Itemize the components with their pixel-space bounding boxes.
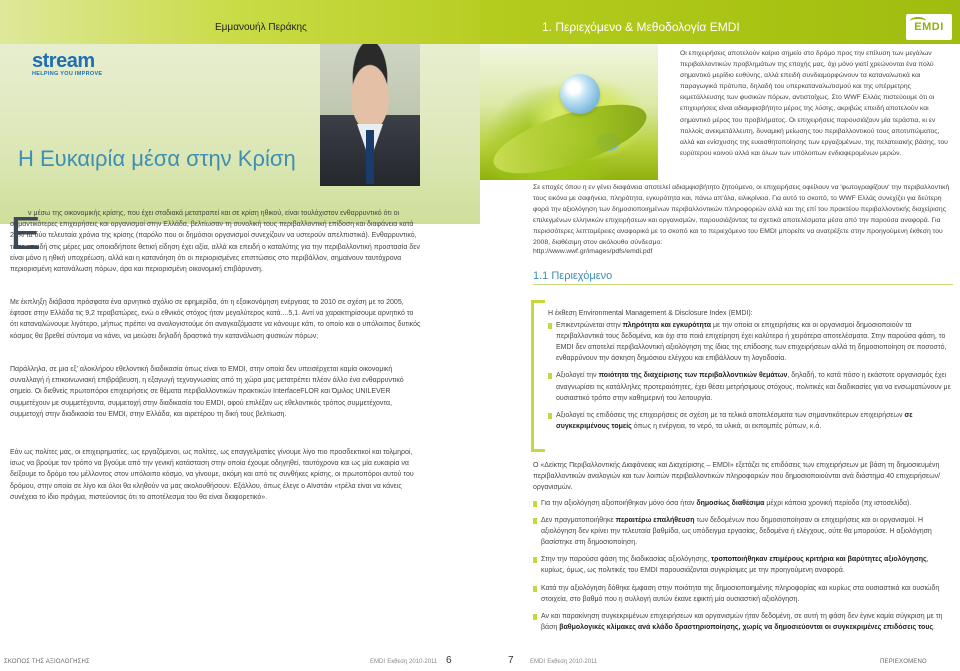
- water-drop: [560, 74, 600, 114]
- right-page-title: 1. Περιεχόμενο & Μεθοδολογία EMDI: [542, 20, 740, 34]
- right-page-number: 7: [508, 655, 514, 666]
- subsection-divider: [533, 284, 953, 285]
- water-drop-leaf-photo: [480, 44, 658, 180]
- list-item: Στην την παρούσα φάση της διαδικασίας αξιολόγησης, τροποποιήθηκαν επιμέρους κριτήρια και βαρύτητες αξιολόγησης, κυρίως, όμως, ως πολιτικές του EMDI παρουσιάζονται συγκρίσιμες με την προηγούμενη αναφορά.: [533, 554, 953, 576]
- stream-logo-word: stream: [32, 50, 95, 72]
- emdi-swoosh-icon: [910, 17, 926, 25]
- right-footer-doc: EMDI Έκθεση 2010-2011: [530, 659, 598, 665]
- right-intro-paragraph-2: Σε εποχές όπου η εν γένει διαφάνεια αποτελεί αδιαμφισβήτητο ζητούμενο, οι επιχειρήσεις οφείλουν να 'φωτογραφίζουν' την περιβαλλοντική τους εικόνα με σαφήνεια, πληρότητα, εγκυρότητα και, πάνω απ'όλα, ειλικρίνεια. Για αυτό το σκοπό, το WWF Ελλάς συνεχίζει για δεύτερη φορά την αξιολόγηση των δημοσιοποιημένων περιβαλλοντικών πληροφοριών αλλά και της επί του πρακτέου περιβαλλοντικής διαχείρισης επιλεγμένων ελληνικών επιχειρήσεων και οργανισμών, παρουσιάζοντας τα σχετικά αποτελέσματα μέσα από την παρούσα αναφορά. Για περισσότερες λεπτομέρειες αναφορικά με το σκοπό και το περιεχόμενο του EMDI μπορείτε να ανατρέξετε στην προηγούμενη έκθεση του 2008, διαθέσιμη στον ακόλουθο σύνδεσμο:: [533, 184, 950, 247]
- after-box-paragraph: Ο «Δείκτης Περιβαλλοντικής Διαφάνειας και Διαχείρισης – EMDI» εξετάζει τις επιδόσεις των επιχειρήσεων με βάση τη δημοσιευμένη περιβαλλοντικών αναλογιών και των λοιπών περιβαλλοντικών πληροφοριών που δημοσιοποιούνται ανά διάστημα 40 επιχειρήσεων/οργανισμών.: [533, 462, 941, 492]
- emdi-logo: [906, 14, 952, 40]
- left-footer-doc: EMDI Έκθεση 2010-2011: [370, 659, 438, 665]
- right-footer-label: ΠΕΡΙΕΧΟΜΕΝΟ: [880, 659, 927, 665]
- right-intro-paragraph: Οι επιχειρήσεις αποτελούν καίριο σημείο στο δρόμο προς την επίλυση των μεγάλων περιβαλλοντικών προβλημάτων της εποχής μας, όχι μόνο γιατί χρεώνονται ένα πολύ σημαντικό μερίδιο ευθύνης, αλλά επειδή συνδιαμορφώνουν τα καταναλωτικά και παραγωγικά πρότυπα, δηλαδή του υπερκαταναλωτισμού και της υπέρμετρης εκμετάλλευσης των φυσικών πόρων, αντιστοίχως. Στο WWF Ελλάς πιστεύουμε ότι οι επιχειρήσεις είναι αδιαμφισβήτητο μέρος της λύσης, ακριβώς επειδή αποτελούν και σημαντικό μέρος του προβλήματος. Οι επιχειρήσεις παρουσιάζουν μία τεράστια, κι εν πολλοίς ανεκμετάλλευτη, δυναμική μείωσης του περιβαλλοντικού τους αποτυπώματος, αλλά και ενίσχυσης της ευαισθητοποίησης των εργαζομένων, της πελατειακής βάσης, του ευρύτερου κοινού αλλά και όλων των υπόλοιπων ενδιαφερομένων μερών.: [680, 50, 948, 157]
- paragraph-3: Παράλληλα, σε μια εξ' αλοκλήρου εθελοντική διαδικασία όπως είναι το EMDI, στην οποία δεν υπεισέρχεται καμία οικονομική συναλλαγή ή επικοινωνιακή επιβράβευση, η εξαγωγή τεχνογνωσίας από τη χώρα μας μετατρέπει πλέον άλλο ένα ενθαρρυντικό σημείο. Οι διεθνείς πρωτοπόροι επιχειρήσεις σε θέματα περιβαλλοντικών πρακτικών InterfaceFLOR και Όμιλος UNILEVER συμμετέχουν με συμμετέχοντα, συμμετοχή στην διαδικασία του EMDI, αφού επιλέξαν ως εθελοντικός τρόπος συμμετέχοντα, συμμετοχή στην διαδικασία του EMDI, στην Ελλάδα, και αιρετέρου τη δική τους βελτίωση.: [10, 366, 404, 418]
- paragraph-4: Εάν ως πολίτες μας, οι επιχειρηματίες, ως εργαζόμενοι, ως πολίτες, ως επαγγελματίες γίνουμε λίγο πιο προσδεκτικοί και τολμηροί, ίσως να βρούμε τον τρόπο να βγούμε από την γενική κατάσταση στην οποία έχουμε οδηγηθεί, ταυτόχρονα και ως μία ευκαιρία να δείξουμε το δρόμο του μέλλοντος στον υπόλοιπο κόσμο, να γίνουμε, ακόμη και από τις συνθήκες κρίσης, οι πρωτοπόροι αυτού του δρόμου, στην οποία σε λίγο και όλοι θα κληθούν να μας ακολουθήσουν. Εξάλλου, όπως έλεγε ο Αϊνστάιν «τρέλα είναι να κάνεις συνέχεια το ίδιο πράγμα, πιστεύοντας ότι το αποτέλεσμα του θα είναι διαφορετικό».: [10, 449, 414, 501]
- lead-paragraph: [10, 208, 422, 275]
- author-name: Εμμανουήλ Περάκης: [215, 22, 307, 33]
- emdi-logo-text: EMDI: [914, 21, 944, 33]
- box-bullet: Αξιολογεί τις επιδόσεις της επιχειρήσεις σε σχέση με τα τελικά αποτελέσματα των σημαντικότερων επιχειρήσεων σε συγκεκριμένους τομείς όπως η ενέργεια, το νερό, τα υλικά, οι εκπομπές ρύπων, κ.ά.: [548, 410, 953, 432]
- drop-cap: Ε: [10, 207, 41, 259]
- left-footer-label: ΣΚΟΠΟΣ ΤΗΣ ΑΞΙΟΛΟΓΗΣΗΣ: [4, 659, 90, 665]
- box-bullet: Επικεντρώνεται στην πληρότητα και εγκυρότητα με την οποία οι επιχειρήσεις και οι οργανισμοί δημοσιοποιούν τα περιβαλλοντικά τους δεδομένα, και όχι στο ποιά επιχείρηση έχει καλύτερα ή χειρότερα αποτελέσματα. Στην παρούσα φάση, το EMDI δεν αποτελεί περιβαλλοντική αξιολόγηση της ίδιας της επίδοσης των επιχειρήσεων αλλά τη δημοσιοποίηση σε ποσοστό, ενθαρρύνουν την άσκηση δημόσιου ελέγχου και επιβάλλουν τη λογοδοσία.: [548, 320, 953, 364]
- author-portrait: [320, 44, 420, 186]
- list-item: Αν και παρακίνηση συγκεκριμένων επιχειρήσεων και οργανισμών ήταν δεδομένη, σε αυτή τη φάση δεν έγινε καμία σύγκριση με τη βάση βαθμολογικές κλίμακες ανά κλάδο δραστηριοποίησης, χωρίς να δημοσιεύονται οι συγκεκριμένες επιδόσεις τους.: [533, 611, 953, 633]
- list-item: Κατά την αξιολόγηση δόθηκε έμφαση στην ποιότητα της δημοσιοποιημένης πληροφορίας και κυρίως στα ουσιαστικά και ουσιώδη στοιχεία, στο βαθμό που η συλλογή αυτών έκανε εφικτή μία ουσιαστική αξιολόγηση.: [533, 583, 953, 605]
- stream-logo-tagline: HELPING YOU IMPROVE: [32, 71, 103, 77]
- subsection-title: 1.1 Περιεχόμενο: [533, 270, 613, 282]
- box-bracket: [531, 300, 545, 452]
- paragraph-2: Με έκπληξη διάβασα πρόσφατα ένα αρνητικό σχόλιο σε εφημερίδα, ότι η εξοικονόμηση ενέργειας το 2010 σε σχέση με το 2005, έφτασε στην Ελλάδα τις 9,2 τεραβατώρες, ενώ ο εθνικός στόχος ήταν μεγαλύτερος κατά....5,1. Αντί να χαρακτηρίσουμε αρνητικό το ότι καταναλώνουμε λιγότερο, μήπως πρέπει να αναλογιστούμε ότι αναγκαζόμαστε να κάνουμε κάτι, το οποίο και ο υπόλοιπος δυτικός κόσμος θα βρεθεί σύντομα να κάνει, να μειώσει δηλαδή δραστικά την κατανάλωση φυσικών πόρων;: [10, 299, 421, 340]
- box-bullet: Αξιολογεί την ποιότητα της διαχείρισης των περιβαλλοντικών θεμάτων, δηλαδή, το κατά πόσο η εκάστοτε οργανισμός έχει αναγνωρίσει τις κατάλληλες προτεραιότητες, έχει θέσει μετρήσιμους στόχους, πολιτικές και διαδικασίες για να ενσωματώνουν με ουσιαστικό τρόπο στην καθημερινή του λειτουργία.: [548, 370, 953, 403]
- report-link[interactable]: http://www.wwf.gr/images/pdfs/emdi.pdf: [533, 248, 653, 255]
- left-page-number: 6: [446, 655, 452, 666]
- methodology-list: [533, 498, 953, 639]
- stream-logo: [32, 52, 132, 80]
- list-item: Για την αξιολόγηση αξιοποιήθηκαν μόνο όσα ήταν δημοσίως διαθέσιμα μέχρι κάποια χρονική περίοδο (πχ ιστοσελίδα).: [533, 498, 953, 509]
- lead-paragraph-text: ν μέσω της οικονομικής κρίσης, που έχει σταδιακά μετατραπεί και σε κρίση ηθικού, είναι τουλάχιστον ενθαρρυντικό ότι οι σημαντικότερες επιχειρήσεις και οργανισμοί στην Ελλάδα, βελτίωσαν τη συνολική τους περιβαλλοντική επίδοση και διαφάνεια κατά 21% τα δύο τελευταία χρόνια της κρίσης (παρόλο που οι δημόσιοι οργανισμοί συνεχίζουν να υστερούν απελπιστικά). Ενθαρρυντικό, τόσο επειδή στις μέρες μας οποιαδήποτε θετική είδηση έχει αξία, αλλά και επειδή ο καταλύτης για την περιβαλλοντική προστασία δεν είναι μόνο η ηθική υποχρέωση, αλλά και η κατανόηση ότι οι περιορισμένες επιπτώσεις στο περιβάλλον, σημαίνουν ταυτόχρονα περιορισμένη κατανάλωση πόρων, άρα και περιορισμένη οικονομική επιβάρυνση.: [10, 210, 420, 274]
- emdi-definition-box: [548, 308, 953, 438]
- list-item: Δεν πραγματοποιήθηκε περαιτέρω επαλήθευση των δεδομένων που δημοσιοποίησαν οι επιχειρήσεις και οι οργανισμοί. Η αξιολόγηση δεν κρίνει την τελευταία βαθμίδα, ως υπόδειγμα εργασίας, δεδομένα ή ελέγχους, ούτε θα μπορούσε. Η αξιολόγηση βασίστηκε στη δημοσιοποίηση.: [533, 515, 953, 548]
- box-heading: Η έκθεση Environmental Management & Disclosure Index (EMDI):: [548, 310, 753, 317]
- left-section-title: Η Ευκαιρία μέσα στην Κρίση: [18, 146, 296, 171]
